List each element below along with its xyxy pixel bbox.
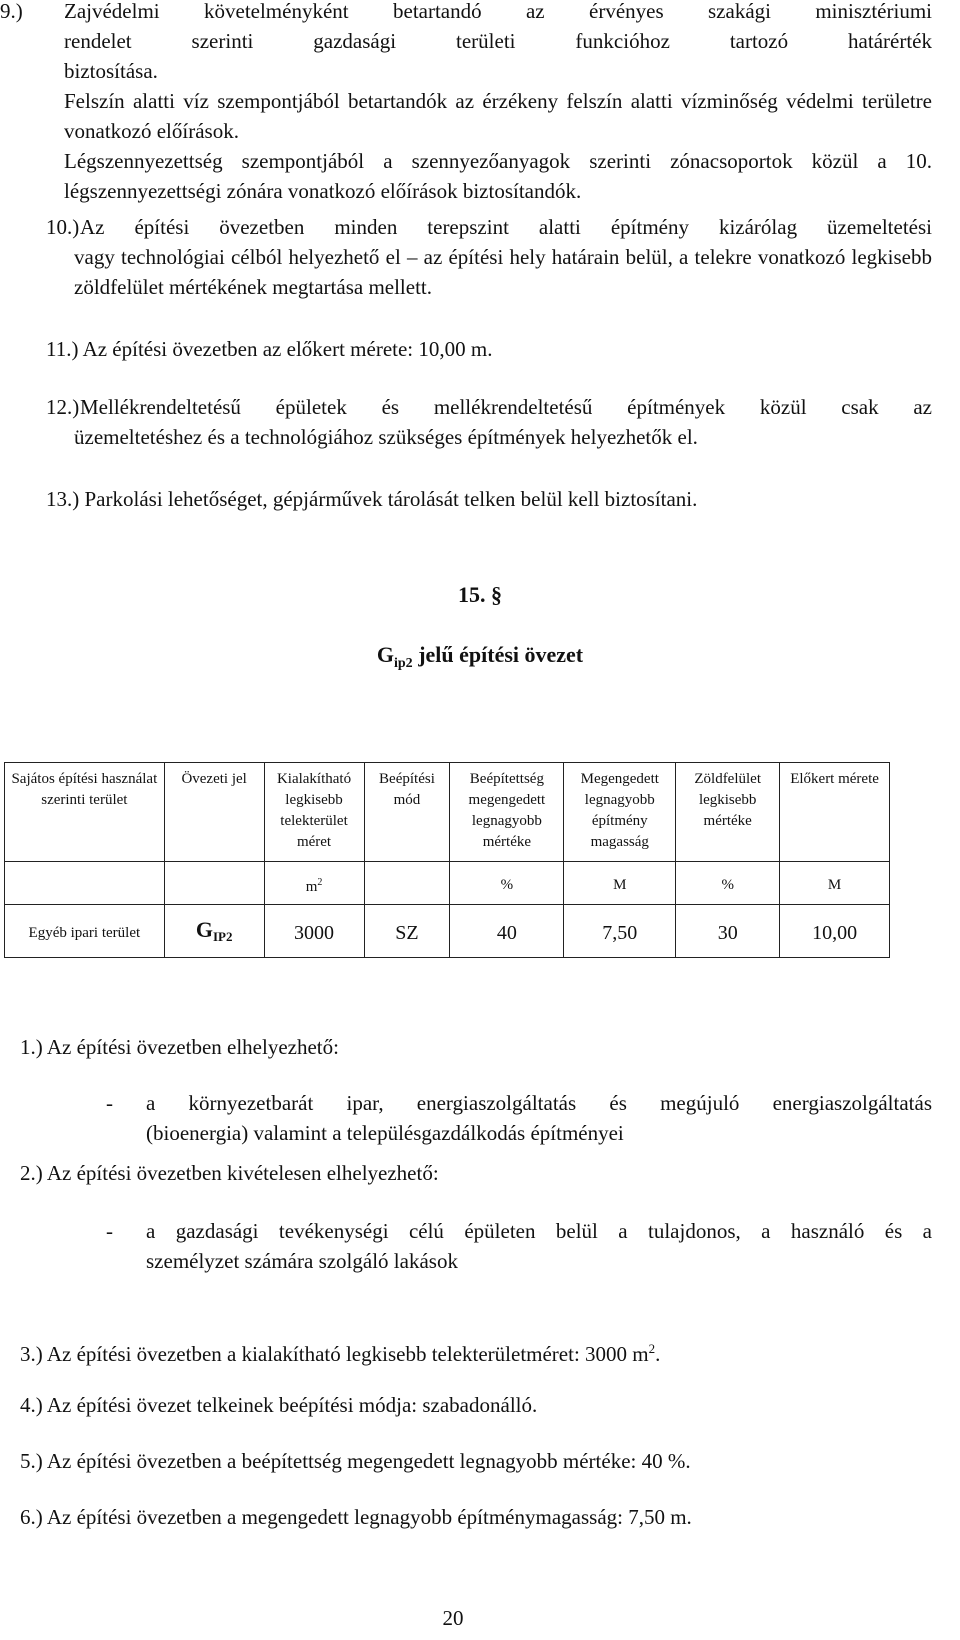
cell-front: 10,00 (780, 905, 890, 958)
paragraph-6 (20, 1502, 932, 1532)
item-11-text: Az építési övezetben az előkert mérete: 10,00 m. (82, 337, 493, 361)
paragraph-6-number: 6.) (20, 1505, 43, 1529)
table-header-cell: Kialakítható legkisebb telekterület méret (264, 763, 364, 862)
item-10-first-line: Az építési övezetben minden terepszint alatti építmény kizárólag üzemeltetési (80, 215, 932, 239)
table-unit-cell: M (564, 862, 676, 905)
paragraph-1 (20, 1032, 932, 1062)
table-header-cell: Sajátos építési használat szerinti terület (5, 763, 165, 862)
item-12-continuation: üzemeltetéshez és a technológiához szükséges építmények helyezhetők el. (74, 425, 698, 449)
item-12-first-line: Mellékrendeltetésű épületek és mellékrendeltetésű építmények közül csak az (80, 395, 932, 419)
table-unit-cell: M (780, 862, 890, 905)
table-unit-cell (364, 862, 450, 905)
table-unit-cell: % (450, 862, 564, 905)
cell-area: Egyéb ipari terület (5, 905, 165, 958)
item-11-number: 11.) (46, 337, 79, 361)
item-10-number: 10.) (46, 215, 80, 239)
paragraph-1-text: Az építési övezetben elhelyezhető: (46, 1035, 339, 1059)
section-number: 15. § (458, 582, 502, 607)
paragraph-2 (20, 1158, 932, 1188)
item-10-continuation: vagy technológiai célból helyezhető el – az építési hely határain belül, a telekre vonatkozó legkisebb zöldfelület mértékének megtartása mellett. (74, 245, 932, 299)
paragraph-1-number: 1.) (20, 1035, 43, 1059)
table-unit-cell (5, 862, 165, 905)
bullet-2-first-line: a gazdasági tevékenységi célú épületen belül a tulajdonos, a használó és a (146, 1219, 932, 1243)
item-13-number: 13.) (46, 487, 80, 511)
table-header-cell: Övezeti jel (164, 763, 264, 862)
zone-code-main: G (195, 917, 213, 942)
paragraph-2-number: 2.) (20, 1161, 43, 1185)
bullet-2-dash: - (106, 1219, 113, 1243)
paragraph-3-number: 3.) (20, 1342, 43, 1366)
paragraph-5-number: 5.) (20, 1449, 43, 1473)
unit-m-superscript: 2 (317, 877, 323, 888)
item-9-number: 9.) (0, 0, 23, 23)
unit-m: m (305, 879, 318, 895)
item-9-line-3: biztosítása. (64, 59, 158, 83)
section-title (0, 642, 960, 672)
table-header-cell: Beépítettség megengedett legnagyobb mértéke (450, 763, 564, 862)
paragraph-3-superscript: 2 (648, 1341, 656, 1356)
zone-code-sub: IP2 (212, 929, 233, 944)
item-9 (0, 0, 932, 206)
cell-height: 7,50 (564, 905, 676, 958)
section-title-subscript: ip2 (394, 656, 413, 671)
table-data-row (5, 905, 890, 958)
item-9-paragraph-3: Légszennyezettség szempontjából a szennyezőanyagok szerinti zónacsoportok közül a 10. légszennyezettségi zónára vonatkozó előírások biztosítandók. (64, 149, 932, 203)
bullet-1 (106, 1088, 932, 1148)
bullet-1-first-line: a környezetbarát ipar, energiaszolgáltatás és megújuló energiaszolgáltatás (146, 1091, 932, 1115)
cell-green: 30 (676, 905, 780, 958)
paragraph-5 (20, 1446, 932, 1476)
bullet-2-continuation: személyzet számára szolgáló lakások (146, 1249, 458, 1273)
table-header-cell: Megengedett legnagyobb építmény magasság (564, 763, 676, 862)
table-units-row (5, 862, 890, 905)
table-unit-cell (264, 862, 364, 905)
paragraph-4-text: Az építési övezet telkeinek beépítési módja: szabadonálló. (46, 1393, 538, 1417)
section-title-suffix: jelű építési övezet (418, 642, 584, 667)
item-12 (46, 392, 932, 452)
table-unit-cell: % (676, 862, 780, 905)
page-number: 20 (442, 1606, 464, 1630)
bullet-2 (106, 1216, 932, 1276)
section-title-prefix: G (376, 642, 394, 667)
item-9-line-2: rendelet szerinti gazdasági területi funkcióhoz tartozó határérték (64, 29, 932, 53)
cell-min-plot: 3000 (264, 905, 364, 958)
item-13 (46, 484, 932, 514)
table-header-cell: Beépítési mód (364, 763, 450, 862)
paragraph-6-text: Az építési övezetben a megengedett legnagyobb építménymagasság: 7,50 m. (46, 1505, 692, 1529)
item-9-paragraph-2: Felszín alatti víz szempontjából betartandók az érzékeny felszín alatti vízminőség védelmi területre vonatkozó előírások. (64, 89, 932, 143)
paragraph-3-end: . (655, 1342, 661, 1366)
cell-zone-code (164, 905, 264, 958)
table-header-cell: Zöldfelület legkisebb mértéke (676, 763, 780, 862)
item-11 (46, 334, 932, 364)
table-header-row (5, 763, 890, 862)
item-13-text: Parkolási lehetőséget, gépjárművek tárolását telken belül kell biztosítani. (84, 487, 698, 511)
table-header-cell: Előkert mérete (780, 763, 890, 862)
table-unit-cell (164, 862, 264, 905)
paragraph-2-text: Az építési övezetben kivételesen elhelyezhető: (46, 1161, 439, 1185)
paragraph-4 (20, 1390, 932, 1420)
zone-parameters-table (4, 762, 890, 958)
cell-coverage: 40 (450, 905, 564, 958)
cell-build-mode: SZ (364, 905, 450, 958)
paragraph-3 (20, 1334, 932, 1369)
item-9-line-1: Zajvédelmi követelményként betartandó az érvényes szakági minisztériumi (64, 0, 932, 23)
bullet-1-dash: - (106, 1091, 113, 1115)
paragraph-3-text: Az építési övezetben a kialakítható legkisebb telekterületméret: 3000 m (46, 1342, 649, 1366)
bullet-1-continuation: (bioenergia) valamint a településgazdálkodás építményei (146, 1121, 624, 1145)
paragraph-5-text: Az építési övezetben a beépítettség megengedett legnagyobb mértéke: 40 %. (46, 1449, 691, 1473)
paragraph-4-number: 4.) (20, 1393, 43, 1417)
item-10 (46, 212, 932, 302)
item-12-number: 12.) (46, 395, 80, 419)
